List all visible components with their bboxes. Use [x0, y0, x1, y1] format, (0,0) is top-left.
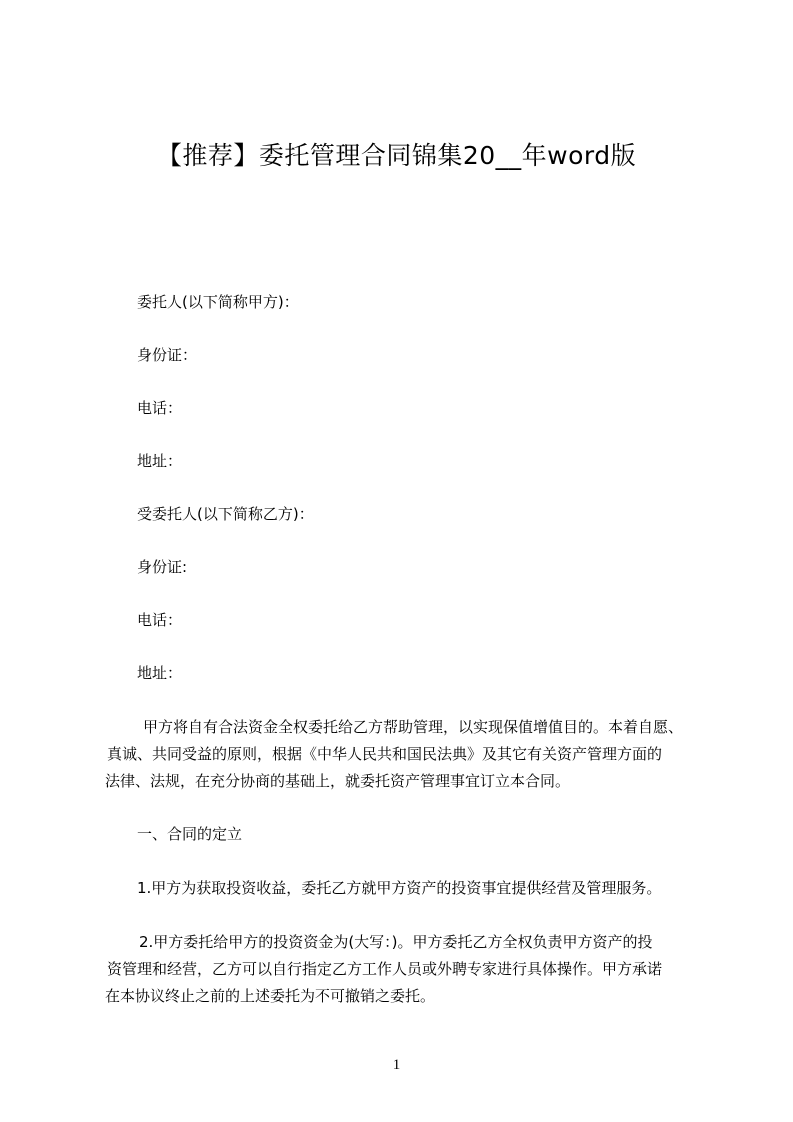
page-number: 1	[392, 1057, 401, 1073]
agent-id-label: 身份证:	[137, 558, 188, 576]
section-heading-contract-formation: 一、合同的定立	[137, 825, 243, 843]
preamble-line-3: 法律、法规，在充分协商的基础上，就委托资产管理事宜订立本合同。	[105, 772, 571, 790]
principal-phone-label: 电话：	[137, 399, 183, 417]
agent-label: 受委托人(以下简称乙方)：	[137, 505, 314, 523]
agent-address-label: 地址：	[137, 664, 183, 682]
clause-2-line-1: 2.甲方委托给甲方的投资资金为(大写：)。甲方委托乙方全权负责甲方资产的投	[139, 933, 653, 951]
preamble-line-2: 真诚、共同受益的原则，根据《中华人民共和国民法典》及其它有关资产管理方面的	[107, 745, 663, 763]
principal-address-label: 地址：	[137, 452, 183, 470]
document-title: 【推荐】委托管理合同锦集20__年word版	[156, 141, 637, 170]
clause-1: 1.甲方为获取投资收益，委托乙方就甲方资产的投资事宜提供经营及管理服务。	[137, 879, 662, 897]
clause-2-line-2: 资管理和经营，乙方可以自行指定乙方工作人员或外聘专家进行具体操作。甲方承诺	[107, 960, 663, 978]
agent-phone-label: 电话：	[137, 611, 183, 629]
principal-label: 委托人(以下简称甲方)：	[137, 293, 299, 311]
clause-2-line-3: 在本协议终止之前的上述委托为不可撤销之委托。	[105, 987, 436, 1005]
preamble-line-1: 甲方将自有合法资金全权委托给乙方帮助管理，以实现保值增值目的。本着自愿、	[143, 718, 684, 736]
principal-id-label: 身份证：	[137, 346, 198, 364]
